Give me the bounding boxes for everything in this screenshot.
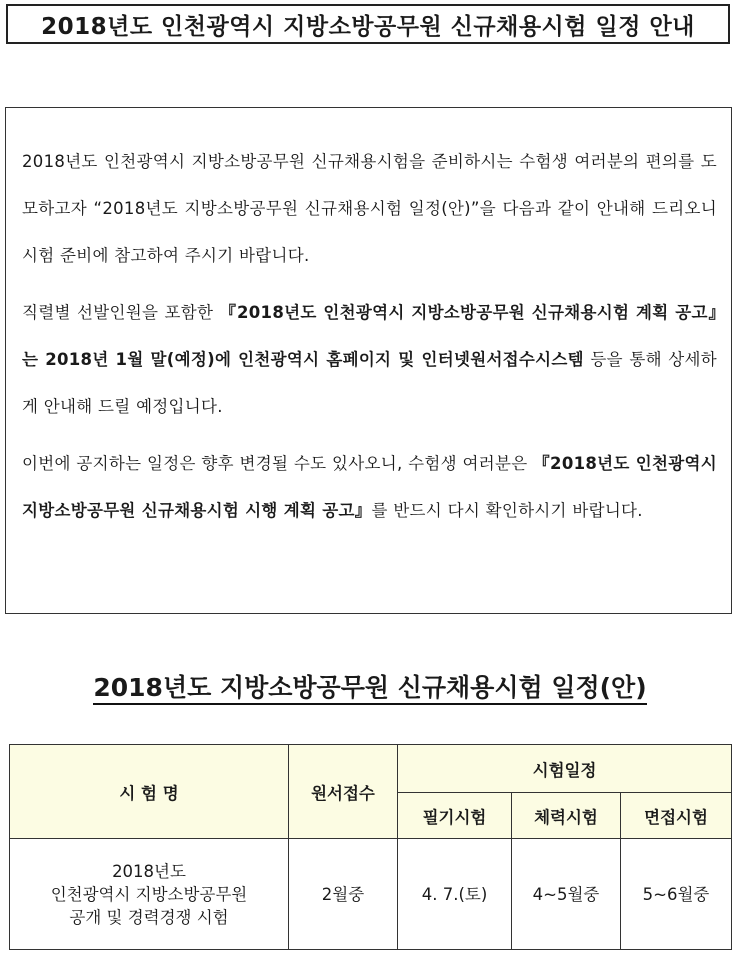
- cell-physical: 4~5월중: [512, 839, 621, 950]
- header-application: 원서접수: [289, 745, 398, 839]
- header-row-1: [10, 745, 732, 793]
- notice-paragraph-2-outro: 등을 통해 상세하게 안내해 드릴 예정입니다.: [22, 350, 717, 416]
- cell-written: 4. 7.(토): [398, 839, 512, 950]
- notice-paragraph-2-intro: 직렬별 선발인원을 포함한: [22, 303, 220, 322]
- header-exam-name: 시 험 명: [10, 745, 289, 839]
- cell-application: 2월중: [289, 839, 398, 950]
- header-written: 필기시험: [398, 793, 512, 839]
- exam-name-line-3: 공개 및 경력경쟁 시험: [69, 907, 229, 927]
- notice-paragraph-2: [22, 289, 717, 430]
- notice-paragraph-3-outro: 를 반드시 다시 확인하시기 바랍니다.: [371, 501, 643, 520]
- notice-paragraph-3-intro: 이번에 공지하는 일정은 향후 변경될 수도 있사오니, 수험생 여러분은: [22, 454, 534, 473]
- table-row: [10, 839, 732, 950]
- header-schedule: 시험일정: [398, 745, 732, 793]
- header-physical: 체력시험: [512, 793, 621, 839]
- schedule-title-text: 2018년도 지방소방공무원 신규채용시험 일정(안): [93, 673, 646, 705]
- notice-paragraph-3: [22, 440, 717, 534]
- schedule-title: [0, 668, 740, 704]
- page-title-text: 2018년도 인천광역시 지방소방공무원 신규채용시험 일정 안내: [41, 13, 695, 40]
- header-interview: 면접시험: [621, 793, 732, 839]
- cell-exam-name: [10, 839, 289, 950]
- notice-box: [5, 107, 732, 614]
- exam-name-line-1: 2018년도: [112, 861, 186, 881]
- cell-interview: 5~6월중: [621, 839, 732, 950]
- page-title: [6, 4, 730, 44]
- schedule-table: [9, 744, 732, 950]
- notice-paragraph-2-announcement: 『2018년도 인천광역시 지방소방공무원 신규채용시험 계획 공고』는 2018년 1월 말(예정)에 인천광역시 홈페이지 및 인터넷원서접수시스템: [22, 303, 717, 369]
- exam-name-line-2: 인천광역시 지방소방공무원: [50, 884, 248, 904]
- notice-paragraph-1: 2018년도 인천광역시 지방소방공무원 신규채용시험을 준비하시는 수험생 여러분의 편의를 도모하고자 “2018년도 지방소방공무원 신규채용시험 일정(안)”을 다음과 같이 안내해 드리오니 시험 준비에 참고하여 주시기 바랍니다.: [22, 152, 717, 265]
- notice-paragraph-3-announcement: 『2018년도 인천광역시 지방소방공무원 신규채용시험 시행 계획 공고』: [22, 454, 718, 520]
